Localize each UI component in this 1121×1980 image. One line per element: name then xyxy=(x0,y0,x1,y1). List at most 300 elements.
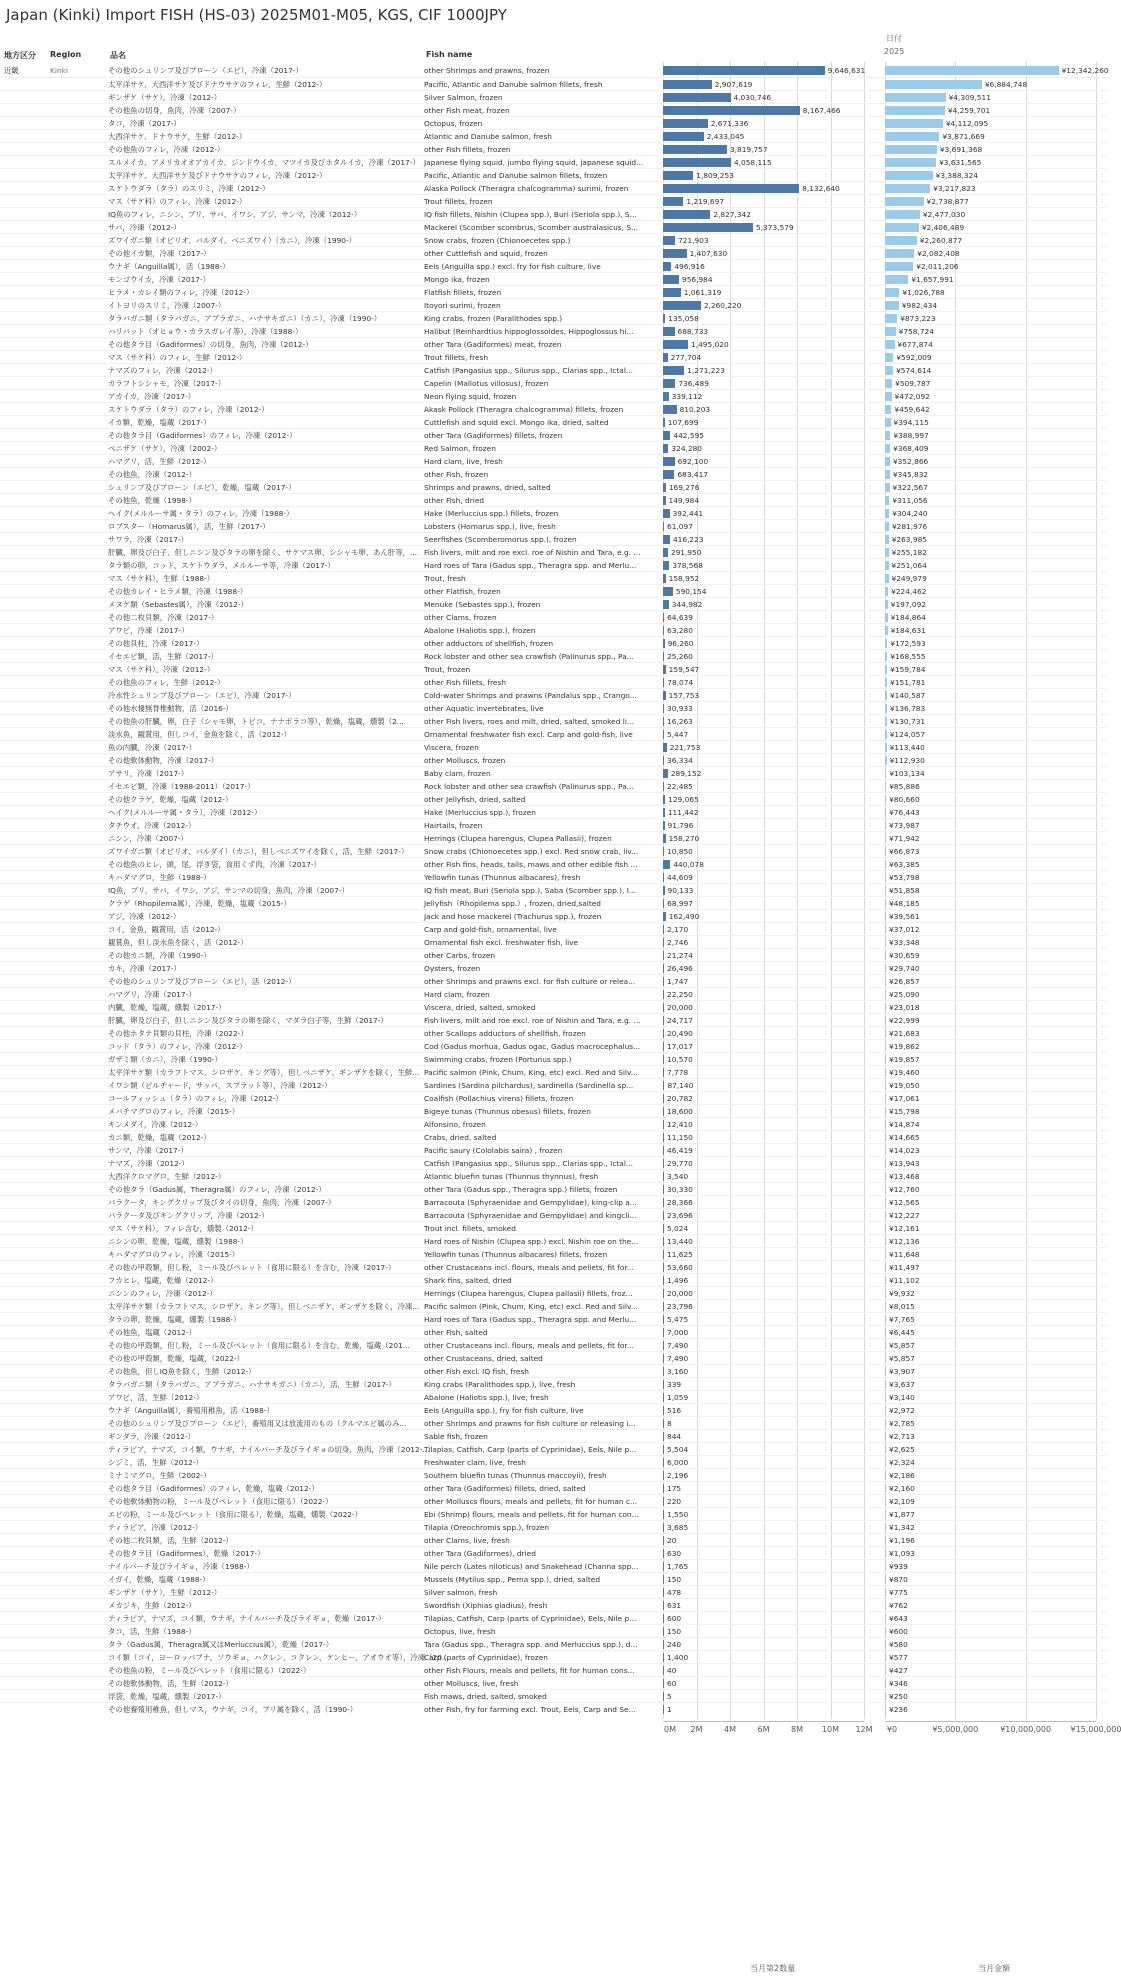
item-name-en: other Tara (Gadiformes), dried xyxy=(424,1549,536,1558)
qty-value: 692,100 xyxy=(677,457,709,466)
item-name-jp: 大西洋サケ、ドナウサケ，生鮮（2012-） xyxy=(108,132,247,141)
qty-bar xyxy=(663,1133,664,1142)
qty-value: 7,000 xyxy=(667,1328,689,1337)
amount-bar xyxy=(885,1315,886,1324)
item-name-jp: その他二枚貝類，冷凍（2017-） xyxy=(108,613,219,622)
amount-value: ¥7,765 xyxy=(889,1315,915,1324)
qty-value: 158,270 xyxy=(668,834,700,843)
amount-bar xyxy=(885,1302,886,1311)
item-name-en: Hard roes of Tara (Gadus spp., Theragra spp. and Merlu... xyxy=(424,561,637,570)
amount-bar xyxy=(885,431,890,440)
item-name-jp: 太平洋サケ、大西洋サケ及びドナウサケのフィレ，生鮮（2012-） xyxy=(108,80,327,89)
qty-bar xyxy=(663,964,664,973)
qty-value: 339,112 xyxy=(671,392,703,401)
amount-value: ¥311,056 xyxy=(892,496,928,505)
item-name-en: Fish livers, milt and roe excl. roe of Nishin and Tara, e.g. ... xyxy=(424,548,641,557)
qty-value: 324,280 xyxy=(671,444,702,453)
amount-bar xyxy=(885,548,889,557)
amount-value: ¥580 xyxy=(889,1640,908,1649)
qty-value: 61,097 xyxy=(667,522,693,531)
table-row xyxy=(0,1000,1107,1014)
item-name-en: Atlantic bluefin tunas (Thunnus thynnus), fresh xyxy=(424,1172,599,1181)
amount-bar xyxy=(885,1601,886,1610)
item-name-jp: その他二枚貝類，活，生鮮（2012-） xyxy=(108,1536,233,1545)
item-name-en: Hard roes of Tara (Gadus spp., Theragra spp. and Merlu... xyxy=(424,1315,637,1324)
item-name-jp: ハリバット（オヒョウ・カラスガレイ等），冷凍（1988-） xyxy=(108,327,303,336)
amount-bar xyxy=(885,1094,886,1103)
amount-value: ¥388,997 xyxy=(893,431,929,440)
qty-axis-line xyxy=(663,1721,864,1722)
qty-value: 169,276 xyxy=(668,483,700,492)
amount-bar xyxy=(885,1393,886,1402)
qty-value: 496,916 xyxy=(674,262,705,271)
amount-bar xyxy=(885,1549,886,1558)
qty-value: 20,490 xyxy=(667,1029,693,1038)
item-name-en: other Tara (Gadus spp., Theragra spp.) fillets, frozen xyxy=(424,1185,618,1194)
amount-value: ¥574,614 xyxy=(896,366,932,375)
qty-bar xyxy=(663,1497,664,1506)
item-name-jp: マス（サケ科），冷凍（2012-） xyxy=(108,665,215,674)
qty-bar xyxy=(663,1367,664,1376)
item-name-en: Akask Pollock (Theragra chalcogramma) fillets, frozen xyxy=(424,405,624,414)
item-name-jp: その他貝柱，冷凍（2017-） xyxy=(108,639,204,648)
amount-bar xyxy=(885,639,887,648)
item-name-jp: その他の甲殻類，但し粉，ミール及びペレット（食用に限る）を含む，冷凍（2017-） xyxy=(108,1263,396,1272)
table-row xyxy=(0,1234,1107,1248)
qty-value: 5,373,579 xyxy=(756,223,794,232)
amount-value: ¥5,857 xyxy=(889,1341,915,1350)
qty-value: 630 xyxy=(667,1549,682,1558)
amount-bar xyxy=(885,860,886,869)
amount-bar xyxy=(885,1380,886,1389)
amount-value: ¥12,760 xyxy=(889,1185,920,1194)
amount-value: ¥352,866 xyxy=(892,457,929,466)
item-name-en: IQ fish fillets, Nishin (Clupea spp.), Buri (Seriola spp.), S... xyxy=(424,210,637,219)
amount-bar xyxy=(885,340,895,349)
table-row xyxy=(0,493,1107,507)
qty-value: 16,263 xyxy=(667,717,693,726)
qty-value: 240 xyxy=(667,1640,682,1649)
qty-bar xyxy=(663,535,670,544)
item-name-jp: アサリ，冷凍（2017-） xyxy=(108,769,189,778)
amount-bar xyxy=(885,1406,886,1415)
item-name-en: Itoyori surimi, frozen xyxy=(424,301,501,310)
amount-value: ¥23,018 xyxy=(889,1003,920,1012)
qty-bar xyxy=(663,938,664,947)
amount-bar xyxy=(885,951,886,960)
table-row xyxy=(0,220,1107,234)
qty-bar xyxy=(663,340,688,349)
item-name-jp: ギンザケ（サケ），生鮮（2012-） xyxy=(108,1588,222,1597)
table-row xyxy=(0,454,1107,468)
amount-value: ¥14,874 xyxy=(889,1120,920,1129)
table-row xyxy=(0,207,1107,221)
item-name-en: Eels (Anguilla spp.), fry for fish culture, live xyxy=(424,1406,584,1415)
item-name-jp: 肝臓、卵及び白子、但しニシン及びタラの卵を除く、サケマス卵、シシャモ卵、あん肝等，... xyxy=(108,548,418,557)
item-name-jp: その他カレイ・ヒラメ類，冷凍（1988-） xyxy=(108,587,248,596)
item-name-jp: 観賞魚，但し淡水魚を除く，活（2012-） xyxy=(108,938,248,947)
table-row xyxy=(0,1364,1107,1378)
qty-bar xyxy=(663,236,675,245)
table-row xyxy=(0,168,1107,182)
table-row xyxy=(0,1507,1107,1521)
qty-value: 10,570 xyxy=(667,1055,693,1064)
table-row xyxy=(0,285,1107,299)
amount-value: ¥2,160 xyxy=(889,1484,915,1493)
amount-value: ¥870 xyxy=(889,1575,908,1584)
qty-value: 91,796 xyxy=(667,821,694,830)
qty-value: 378,568 xyxy=(672,561,703,570)
item-name-jp: シュリンプ及びプローン（エビ），乾燥，塩蔵（2017-） xyxy=(108,483,296,492)
amount-bar xyxy=(885,1510,886,1519)
table-row xyxy=(0,623,1107,637)
item-name-jp: キハダマグロのフィレ，冷凍（2015-） xyxy=(108,1250,240,1259)
item-name-en: Cod (Gadus morhua, Gadus ogac, Gadus macrocephalus... xyxy=(424,1042,641,1051)
amount-bar xyxy=(885,691,887,700)
table-row xyxy=(0,90,1107,104)
amt-axis-line xyxy=(885,1721,1096,1722)
amount-bar xyxy=(885,1692,886,1701)
qty-bar xyxy=(663,1055,664,1064)
qty-value: 1,747 xyxy=(667,977,689,986)
qty-tick-label: 4M xyxy=(724,1725,736,1734)
amount-bar xyxy=(885,418,891,427)
amount-value: ¥17,061 xyxy=(889,1094,920,1103)
item-name-en: Bigeye tunas (Thunnus obesus) fillets, frozen xyxy=(424,1107,591,1116)
qty-bar xyxy=(663,1614,664,1623)
item-name-en: Swimming crabs, frozen (Portunus spp.) xyxy=(424,1055,572,1064)
amount-bar xyxy=(885,1705,886,1714)
qty-bar xyxy=(663,1432,664,1441)
amount-bar xyxy=(885,535,889,544)
qty-bar xyxy=(663,1042,664,1051)
amount-value: ¥368,409 xyxy=(893,444,929,453)
amount-bar xyxy=(885,678,887,687)
qty-value: 149,984 xyxy=(668,496,700,505)
amount-value: ¥11,102 xyxy=(889,1276,920,1285)
qty-bar xyxy=(663,275,679,284)
amount-bar xyxy=(885,1146,886,1155)
qty-bar xyxy=(663,561,669,570)
amount-value: ¥48,185 xyxy=(889,899,920,908)
amount-bar xyxy=(885,1367,886,1376)
item-name-jp: ズワイガニ類（オピリオ、バルダイ、ベニズワイ）（カニ），冷凍（1990-） xyxy=(108,236,357,245)
qty-value: 339 xyxy=(667,1380,682,1389)
amount-bar xyxy=(885,1588,886,1597)
amount-value: ¥11,497 xyxy=(889,1263,920,1272)
amount-bar xyxy=(885,808,886,817)
item-name-jp: ニシンのフィレ，冷凍（2012-） xyxy=(108,1289,217,1298)
table-row xyxy=(0,1091,1107,1105)
item-name-en: Sable fish, frozen xyxy=(424,1432,488,1441)
qty-value: 344,982 xyxy=(671,600,703,609)
amount-value: ¥762 xyxy=(889,1601,908,1610)
qty-bar xyxy=(663,353,668,362)
table-row xyxy=(0,545,1107,559)
qty-bar xyxy=(663,587,673,596)
qty-bar xyxy=(663,1328,664,1337)
table-row xyxy=(0,1637,1107,1651)
qty-bar xyxy=(663,327,675,336)
table-row xyxy=(0,805,1107,819)
qty-bar xyxy=(663,1640,664,1649)
amount-bar xyxy=(885,249,914,258)
qty-bar xyxy=(663,1471,664,1480)
qty-bar xyxy=(663,522,664,531)
table-row xyxy=(0,1611,1107,1625)
qty-value: 12,410 xyxy=(667,1120,693,1129)
qty-bar xyxy=(663,626,664,635)
qty-bar xyxy=(663,1523,664,1532)
qty-value: 20,782 xyxy=(667,1094,693,1103)
qty-value: 10,850 xyxy=(667,847,693,856)
table-row xyxy=(0,740,1107,754)
item-name-en: other Fish, salted xyxy=(424,1328,488,1337)
item-name-jp: コールフィッシュ（タラ）のフィレ，冷凍（2012-） xyxy=(108,1094,283,1103)
amount-bar xyxy=(885,1068,886,1077)
table-row xyxy=(0,1481,1107,1495)
amount-bar xyxy=(885,977,886,986)
qty-value: 24,717 xyxy=(667,1016,693,1025)
item-name-en: other Molluscs, frozen xyxy=(424,756,506,765)
item-name-jp: イセエビ類，冷凍（1988-2011）（2017-） xyxy=(108,782,255,791)
table-row xyxy=(0,1520,1107,1534)
item-name-jp: カキ，冷凍（2017-） xyxy=(108,964,181,973)
table-row xyxy=(0,857,1107,871)
table-row xyxy=(0,402,1107,416)
amount-value: ¥2,186 xyxy=(889,1471,915,1480)
item-name-en: Tilapias, Catfish, Carp (parts of Cyprinidae), Eels, Nile p... xyxy=(424,1614,637,1623)
item-name-jp: その他水棲無脊椎動物，活（2016-） xyxy=(108,704,233,713)
item-name-jp: その他のシュリンプ及びプローン（エビ），活（2012-） xyxy=(108,977,296,986)
qty-bar xyxy=(663,431,670,440)
qty-bar xyxy=(663,1224,664,1233)
qty-bar xyxy=(663,691,666,700)
item-name-en: Carp (parts of Cyprinidae), frozen xyxy=(424,1653,548,1662)
item-name-en: Oysters, frozen xyxy=(424,964,481,973)
item-name-jp: 浮袋，乾燥，塩蔵，燻製（2017-） xyxy=(108,1692,226,1701)
amount-value: ¥21,683 xyxy=(889,1029,920,1038)
amount-value: ¥2,738,877 xyxy=(926,197,969,206)
qty-value: 20,000 xyxy=(667,1003,693,1012)
item-name-en: other Shrimps and prawns for fish culture or releasing i... xyxy=(424,1419,636,1428)
qty-bar xyxy=(663,1172,664,1181)
item-name-en: other Carbs, frozen xyxy=(424,951,496,960)
table-row xyxy=(0,181,1107,195)
amount-bar xyxy=(885,184,930,193)
item-name-en: Ebi (Shrimp) flours, meals and pellets, fit for human con... xyxy=(424,1510,639,1519)
table-row xyxy=(0,324,1107,338)
amount-bar xyxy=(885,327,896,336)
item-name-jp: ウナギ（Anguilla属），活（1988-） xyxy=(108,262,230,271)
qty-value: 2,671,336 xyxy=(710,119,749,128)
amount-value: ¥427 xyxy=(889,1666,908,1675)
qty-bar xyxy=(663,1094,664,1103)
amt-tick-label: ¥0 xyxy=(886,1725,898,1734)
item-name-en: Hake (Merluccius spp.) fillets, frozen xyxy=(424,509,559,518)
item-name-en: Rock lobster and other sea crawfish (Palinurus spp., Pa... xyxy=(424,782,634,791)
table-row xyxy=(0,77,1107,91)
qty-value: 23,796 xyxy=(667,1302,693,1311)
amount-bar xyxy=(885,1354,886,1363)
qty-bar xyxy=(663,1315,664,1324)
item-name-jp: イトヨリのスリミ，冷凍（2007-） xyxy=(108,301,226,310)
qty-axis-label: 当月第2数量 xyxy=(750,1964,796,1973)
qty-value: 44,609 xyxy=(667,873,693,882)
item-name-jp: 肝臓，卵及び白子，但しニシン及びタラの卵を除く，マダラ白子等，生鮮（2017-） xyxy=(108,1016,388,1025)
table-row xyxy=(0,1702,1107,1716)
item-name-jp: コッド（タラ）のフィレ，冷凍（2012-） xyxy=(108,1042,247,1051)
amount-bar xyxy=(885,496,889,505)
item-name-jp: ヒラメ・カレイ類のフィレ，冷凍（2012-） xyxy=(108,288,254,297)
qty-bar xyxy=(663,769,668,778)
item-name-jp: ナマズ，冷凍（2012-） xyxy=(108,1159,189,1168)
amount-value: ¥939 xyxy=(889,1562,908,1571)
qty-value: 8,132,640 xyxy=(802,184,840,193)
qty-value: 9,646,631 xyxy=(827,66,866,75)
item-name-en: Cuttlefish and squid excl. Mongo ika, dried, salted xyxy=(424,418,609,427)
qty-value: 1,061,319 xyxy=(683,288,722,297)
amount-bar xyxy=(885,1432,886,1441)
table-row xyxy=(0,987,1107,1001)
amount-bar xyxy=(885,1185,886,1194)
table-row xyxy=(0,480,1107,494)
item-name-en: Carp and gold-fish, ornamental, live xyxy=(424,925,557,934)
qty-value: 8,167,466 xyxy=(802,106,841,115)
amount-bar xyxy=(885,964,886,973)
amount-bar xyxy=(885,197,924,206)
amount-value: ¥346 xyxy=(889,1679,908,1688)
qty-bar xyxy=(663,1406,664,1415)
amount-value: ¥26,857 xyxy=(889,977,920,986)
qty-bar xyxy=(663,1068,664,1077)
item-name-jp: その他魚の粉，ミール及びペレット（食用に限る）（2022-） xyxy=(108,1666,311,1675)
amount-bar xyxy=(885,795,886,804)
qty-bar xyxy=(663,1562,664,1571)
amount-value: ¥13,943 xyxy=(889,1159,920,1168)
item-name-en: Jellyfish（Rhopilema spp.）, frozen, dried,salted xyxy=(424,899,601,908)
qty-bar xyxy=(663,392,669,401)
item-name-en: Yellowfin tunas (Thunnus albacares) fillets, frozen xyxy=(424,1250,608,1259)
amount-value: ¥1,657,991 xyxy=(911,275,954,284)
amount-value: ¥2,625 xyxy=(889,1445,915,1454)
item-name-en: Mongo ika, frozen xyxy=(424,275,490,284)
table-row xyxy=(0,246,1107,260)
item-name-en: Red Salmon, frozen xyxy=(424,444,496,453)
item-name-jp: その他軟体動物，活，生鮮（2012-） xyxy=(108,1679,233,1688)
amount-value: ¥3,871,669 xyxy=(942,132,985,141)
qty-value: 2,827,342 xyxy=(713,210,751,219)
qty-value: 721,903 xyxy=(678,236,709,245)
item-name-en: other Crustaceans incl. flours, meals and pellets, fit for... xyxy=(424,1341,634,1350)
qty-value: 162,490 xyxy=(668,912,700,921)
amount-value: ¥1,877 xyxy=(889,1510,915,1519)
item-name-jp: その他の甲殻類，但し粉，ミール及びペレット（食用に限る）を含む，乾燥，塩蔵（201... xyxy=(108,1341,410,1350)
amount-value: ¥66,873 xyxy=(889,847,920,856)
table-row xyxy=(0,896,1107,910)
qty-bar xyxy=(663,197,683,206)
qty-value: 159,547 xyxy=(668,665,700,674)
amount-bar xyxy=(885,1263,886,1272)
qty-value: 2,170 xyxy=(667,925,689,934)
item-name-jp: サバ，冷凍（2012-） xyxy=(108,223,181,232)
qty-bar xyxy=(663,1601,664,1610)
amount-value: ¥112,930 xyxy=(889,756,925,765)
qty-bar xyxy=(663,1458,664,1467)
item-name-jp: サワラ，冷凍（2017-） xyxy=(108,535,189,544)
table-row xyxy=(0,467,1107,481)
qty-bar xyxy=(663,1549,664,1558)
amount-bar xyxy=(885,730,887,739)
qty-bar xyxy=(663,1146,664,1155)
qty-value: 3,540 xyxy=(667,1172,689,1181)
amount-bar xyxy=(885,626,888,635)
table-row xyxy=(0,909,1107,923)
item-name-en: Shark fins, salted, dried xyxy=(424,1276,512,1285)
amount-bar xyxy=(885,1133,886,1142)
item-name-en: other Shrimps and prawns excl. for fish culture or relea... xyxy=(424,977,636,986)
qty-value: 220 xyxy=(667,1497,682,1506)
item-name-jp: キンメダイ，冷凍（2012-） xyxy=(108,1120,203,1129)
qty-bar xyxy=(663,1393,664,1402)
amount-bar xyxy=(885,392,892,401)
amount-value: ¥19,460 xyxy=(889,1068,920,1077)
amount-value: ¥677,874 xyxy=(897,340,933,349)
table-row xyxy=(0,766,1107,780)
item-name-en: Tilapias, Catfish, Carp (parts of Cyprinidae), Eels, Nile p... xyxy=(424,1445,637,1454)
table-row xyxy=(0,1572,1107,1586)
item-name-jp: その他養殖用稚魚，但しマス，ウナギ，コイ，ブリ属を除く，活（1990-） xyxy=(108,1705,358,1714)
item-name-en: Jack and hose mackerel (Trachurus spp.), frozen xyxy=(424,912,602,921)
item-name-en: other Fish, frozen xyxy=(424,470,489,479)
table-row xyxy=(0,1312,1107,1326)
amount-value: ¥3,907 xyxy=(889,1367,915,1376)
item-name-jp: その他タラ（Gadus属，Theragra属）のフィレ，冷凍（2012-） xyxy=(108,1185,326,1194)
qty-value: 683,417 xyxy=(677,470,708,479)
amount-value: ¥4,112,095 xyxy=(945,119,989,128)
qty-bar xyxy=(663,1510,664,1519)
qty-bar xyxy=(663,1302,664,1311)
item-name-en: other Fish meat, frozen xyxy=(424,106,510,115)
date-caption: 日付 xyxy=(886,34,902,43)
amount-value: ¥873,223 xyxy=(900,314,936,323)
qty-value: 1,496 xyxy=(667,1276,689,1285)
item-name-jp: ヘイク(メルルーサ属・タラ）のフィレ，冷凍（1988-） xyxy=(108,509,294,518)
amount-bar xyxy=(885,509,889,518)
qty-bar xyxy=(663,886,665,895)
item-name-en: Pacific saury (Cololabis saira) , frozen xyxy=(424,1146,563,1155)
item-name-jp: その他カニ類，冷凍（1990-） xyxy=(108,951,211,960)
qty-value: 150 xyxy=(667,1627,682,1636)
table-row xyxy=(0,974,1107,988)
qty-value: 4,030,746 xyxy=(733,93,772,102)
item-name-jp: カニ類，乾燥，塩蔵（2012-） xyxy=(108,1133,211,1142)
amount-value: ¥25,090 xyxy=(889,990,920,999)
item-name-jp: 太平洋サケ類（カラフトマス、シロザケ、キング等），但しベニザケ、ギンザケを除く，生鮮... xyxy=(108,1068,420,1077)
item-name-en: Trout, frozen xyxy=(424,665,471,674)
amount-bar xyxy=(885,1211,886,1220)
qty-value: 107,699 xyxy=(667,418,699,427)
qty-bar xyxy=(663,743,667,752)
item-name-en: other Fish livers, roes and milt, dried, salted, smoked li... xyxy=(424,717,634,726)
table-row xyxy=(0,922,1107,936)
amount-value: ¥53,798 xyxy=(889,873,920,882)
table-row xyxy=(0,649,1107,663)
item-name-jp: その他タラ目（Gadiformes）のフィレ，乾燥，塩蔵（2012-） xyxy=(108,1484,319,1493)
table-row xyxy=(0,831,1107,845)
qty-value: 4,058,115 xyxy=(733,158,772,167)
amount-bar xyxy=(885,275,908,284)
